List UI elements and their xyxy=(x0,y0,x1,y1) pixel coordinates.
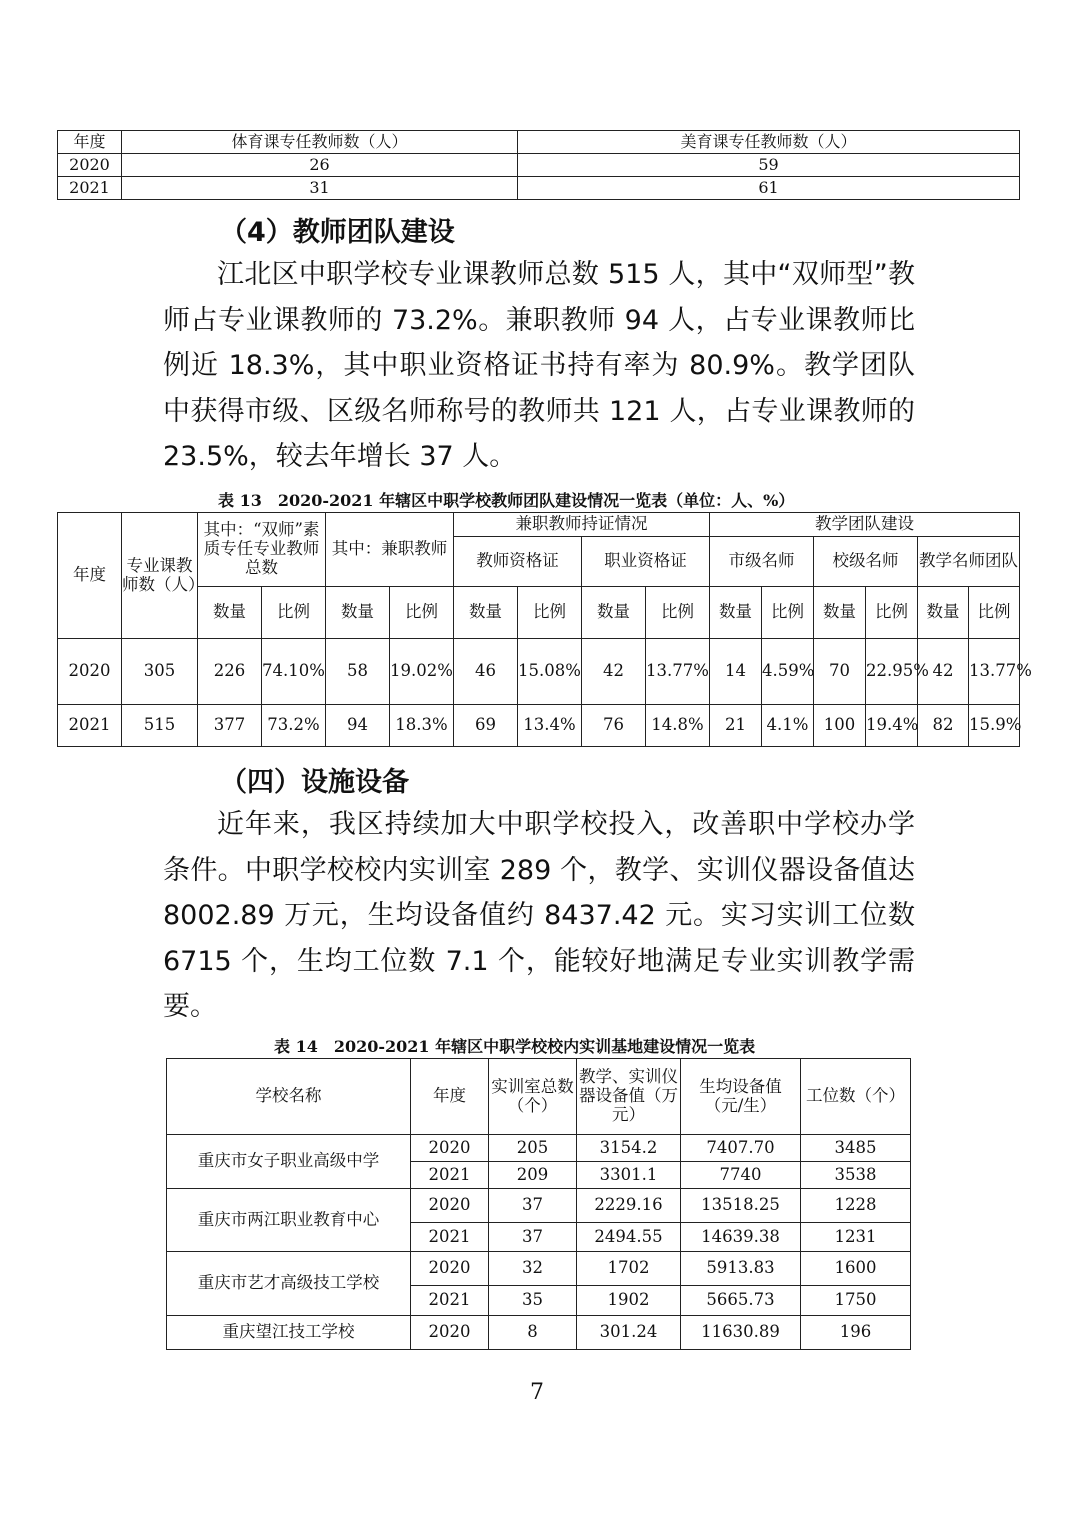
table-cell: 2020 xyxy=(411,1252,489,1286)
page-number: 7 xyxy=(530,1380,544,1405)
table-cell: 1750 xyxy=(801,1286,911,1316)
header-ratio: 比例 xyxy=(518,587,582,639)
table-cell: 1702 xyxy=(577,1252,681,1286)
table-cell: 4.1% xyxy=(762,705,814,747)
table-cell: 226 xyxy=(198,639,262,705)
header-cell: 美育课专任教师数（人） xyxy=(518,131,1020,154)
table-cell: 19.4% xyxy=(866,705,918,747)
table13-caption: 表 13 2020-2021 年辖区中职学校教师团队建设情况一览表（单位：人、%） xyxy=(218,491,795,510)
table-cell: 13.77% xyxy=(969,639,1020,705)
header-cert: 兼职教师持证情况 xyxy=(454,513,710,537)
header-vocational-cert: 职业资格证 xyxy=(582,537,710,587)
table-cell: 3301.1 xyxy=(577,1162,681,1189)
header-parttime: 其中：兼职教师 xyxy=(326,513,454,587)
table-cell: 305 xyxy=(122,639,198,705)
table-cell: 2021 xyxy=(58,705,122,747)
table-cell: 14.8% xyxy=(646,705,710,747)
header-city: 市级名师 xyxy=(710,537,814,587)
table-header-row xyxy=(58,513,1020,537)
table-row xyxy=(58,639,1020,705)
table-cell: 3154.2 xyxy=(577,1135,681,1162)
table-cell: 74.10% xyxy=(262,639,326,705)
header-cell: 体育课专任教师数（人） xyxy=(122,131,518,154)
school-name: 重庆市两江职业教育中心 xyxy=(167,1189,411,1252)
table-cell: 2020 xyxy=(411,1316,489,1350)
table-row xyxy=(58,177,1020,200)
header-count: 数量 xyxy=(582,587,646,639)
table-row xyxy=(167,1316,911,1350)
teacher-team-paragraph: 江北区中职学校专业课教师总数 515 人，其中“双师型”教师占专业课教师的 73.2%。兼职教师 94 人，占专业课教师比例近 18.3%，其中职业资格证书持有率为 80.9%。教学团队中获得市级、区级名师称号的教师共 121 人，占专业课教师的 23.5%，较去年增长 37 人。 xyxy=(163,259,915,472)
table-cell: 14 xyxy=(710,639,762,705)
header-count: 数量 xyxy=(814,587,866,639)
table14-caption: 表 14 2020-2021 年辖区中职学校校内实训基地建设情况一览表 xyxy=(274,1037,756,1056)
table-cell: 13.77% xyxy=(646,639,710,705)
table-header-row xyxy=(58,587,1020,639)
header-total: 专业课教师数（人） xyxy=(122,513,198,639)
table-cell: 2229.16 xyxy=(577,1189,681,1223)
table-cell: 1231 xyxy=(801,1223,911,1252)
school-name: 重庆市女子职业高级中学 xyxy=(167,1135,411,1189)
table-row xyxy=(58,154,1020,177)
table-cell: 2021 xyxy=(411,1162,489,1189)
table-cell: 5913.83 xyxy=(681,1252,801,1286)
table-cell: 1228 xyxy=(801,1189,911,1223)
header-cell: 年度 xyxy=(411,1059,489,1135)
table-row xyxy=(167,1252,911,1286)
facilities-paragraph: 近年来，我区持续加大中职学校投入，改善职中学校办学条件。中职学校校内实训室 289 个，教学、实训仪器设备值达 8002.89 万元，生均设备值约 8437.42 元。实习实训工位数 6715 个，生均工位数 7.1 个，能较好地满足专业实训教学需要。 xyxy=(163,809,915,1022)
table-row xyxy=(167,1189,911,1223)
header-ratio: 比例 xyxy=(262,587,326,639)
table-cell: 18.3% xyxy=(390,705,454,747)
table-cell: 37 xyxy=(489,1189,577,1223)
header-ratio: 比例 xyxy=(646,587,710,639)
table-row xyxy=(58,705,1020,747)
section-heading-teacher-team: （4）教师团队建设 xyxy=(220,217,455,248)
table-cell: 3485 xyxy=(801,1135,911,1162)
table-header-row xyxy=(58,131,1020,154)
table-cell: 3538 xyxy=(801,1162,911,1189)
header-school: 校级名师 xyxy=(814,537,918,587)
table-cell: 21 xyxy=(710,705,762,747)
header-count: 数量 xyxy=(710,587,762,639)
header-ratio: 比例 xyxy=(762,587,814,639)
table-cell: 32 xyxy=(489,1252,577,1286)
table-cell: 69 xyxy=(454,705,518,747)
training-base-table xyxy=(166,1058,911,1350)
table-cell: 2020 xyxy=(411,1135,489,1162)
table-row xyxy=(167,1135,911,1162)
header-ratio: 比例 xyxy=(866,587,918,639)
table-cell: 5665.73 xyxy=(681,1286,801,1316)
table-cell: 82 xyxy=(918,705,969,747)
table-cell: 7740 xyxy=(681,1162,801,1189)
table-cell: 14639.38 xyxy=(681,1223,801,1252)
table-cell: 2020 xyxy=(411,1189,489,1223)
table-cell: 100 xyxy=(814,705,866,747)
table-cell: 35 xyxy=(489,1286,577,1316)
table-cell: 61 xyxy=(518,177,1020,200)
table-cell: 59 xyxy=(518,154,1020,177)
header-count: 数量 xyxy=(454,587,518,639)
table-cell: 377 xyxy=(198,705,262,747)
table-cell: 205 xyxy=(489,1135,577,1162)
table-header-row xyxy=(167,1059,911,1135)
school-name: 重庆望江技工学校 xyxy=(167,1316,411,1350)
table-cell: 8 xyxy=(489,1316,577,1350)
table-cell: 42 xyxy=(918,639,969,705)
table-cell: 13.4% xyxy=(518,705,582,747)
table-cell: 73.2% xyxy=(262,705,326,747)
table-cell: 196 xyxy=(801,1316,911,1350)
table-cell: 76 xyxy=(582,705,646,747)
header-team: 教学团队建设 xyxy=(710,513,1020,537)
table-cell: 94 xyxy=(326,705,390,747)
school-name: 重庆市艺才高级技工学校 xyxy=(167,1252,411,1316)
header-ratio: 比例 xyxy=(969,587,1020,639)
header-cell: 年度 xyxy=(58,131,122,154)
header-ratio: 比例 xyxy=(390,587,454,639)
header-count: 数量 xyxy=(326,587,390,639)
section-heading-facilities: （四）设施设备 xyxy=(220,767,409,798)
header-cell: 教学、实训仪器设备值（万元） xyxy=(577,1059,681,1135)
teacher-team-table xyxy=(57,512,1032,747)
table-cell: 7407.70 xyxy=(681,1135,801,1162)
header-year: 年度 xyxy=(58,513,122,639)
table-cell: 2021 xyxy=(411,1223,489,1252)
sports-art-teachers-table xyxy=(57,130,1020,200)
table-cell: 42 xyxy=(582,639,646,705)
table-cell: 4.59% xyxy=(762,639,814,705)
header-count: 数量 xyxy=(918,587,969,639)
header-cell: 生均设备值（元/生） xyxy=(681,1059,801,1135)
table-cell: 13518.25 xyxy=(681,1189,801,1223)
table-cell: 2494.55 xyxy=(577,1223,681,1252)
table-cell: 70 xyxy=(814,639,866,705)
table-cell: 26 xyxy=(122,154,518,177)
table-cell: 22.95% xyxy=(866,639,918,705)
header-dual: 其中：“双师”素质专任专业教师总数 xyxy=(198,513,326,587)
header-team-famous: 教学名师团队 xyxy=(918,537,1020,587)
table-cell: 19.02% xyxy=(390,639,454,705)
table-cell: 31 xyxy=(122,177,518,200)
table-cell: 2020 xyxy=(58,639,122,705)
table-cell: 2021 xyxy=(58,177,122,200)
table-cell: 58 xyxy=(326,639,390,705)
header-cell: 学校名称 xyxy=(167,1059,411,1135)
table-cell: 1600 xyxy=(801,1252,911,1286)
table-cell: 46 xyxy=(454,639,518,705)
table-cell: 2021 xyxy=(411,1286,489,1316)
table-cell: 15.08% xyxy=(518,639,582,705)
table-cell: 15.9% xyxy=(969,705,1020,747)
table-cell: 1902 xyxy=(577,1286,681,1316)
table-cell: 11630.89 xyxy=(681,1316,801,1350)
header-count: 数量 xyxy=(198,587,262,639)
header-cell: 工位数（个） xyxy=(801,1059,911,1135)
table-cell: 2020 xyxy=(58,154,122,177)
table-cell: 209 xyxy=(489,1162,577,1189)
header-cell: 实训室总数（个） xyxy=(489,1059,577,1135)
header-teacher-cert: 教师资格证 xyxy=(454,537,582,587)
table-cell: 301.24 xyxy=(577,1316,681,1350)
table-cell: 37 xyxy=(489,1223,577,1252)
table-cell: 515 xyxy=(122,705,198,747)
